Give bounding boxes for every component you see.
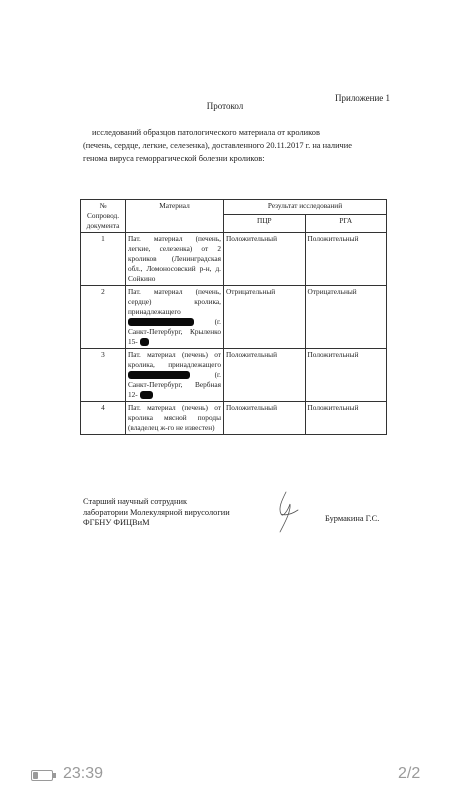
material-text: Пат. материал (печень) от кролика, принадлежащего: [128, 350, 221, 369]
table-header-row: [81, 200, 387, 215]
row-material: [126, 402, 224, 435]
signatory-name: Бурмакина Г.С.: [325, 514, 380, 523]
signatory-line: ФГБНУ ФИЦВиМ: [83, 518, 150, 527]
battery-tip: [53, 773, 56, 778]
battery-level: [33, 772, 38, 779]
signatory-line: лаборатории Молекулярной вирусологии: [83, 507, 230, 517]
material-text: Пат. материал (печень, легкие, селезенка) от 2 кроликов (Ленинградская обл., Ломоносовский р-н, д. Сойкино: [128, 234, 221, 283]
row-number: 2: [81, 286, 126, 349]
material-text: Пат. материал (печень) от кролика мясной породы (владелец ж-го не известен): [128, 403, 221, 432]
intro-line: исследований образцов патологического материала от кроликов: [92, 128, 320, 137]
row-pcr: Положительный: [224, 402, 306, 435]
row-rga: Положительный: [305, 349, 387, 402]
table-row: [81, 402, 387, 435]
row-pcr: Положительный: [224, 233, 306, 286]
header-material: Материал: [126, 200, 224, 233]
header-rga: РГА: [305, 215, 387, 233]
row-material: [126, 233, 224, 286]
table-row: [81, 286, 387, 349]
intro-paragraph: [83, 126, 385, 165]
signatory-position: [83, 497, 230, 529]
appendix-label: Приложение 1: [335, 93, 391, 103]
redaction-mark: [128, 371, 190, 379]
table-row: [81, 233, 387, 286]
redaction-mark: [128, 318, 194, 326]
row-rga: Отрицательный: [305, 286, 387, 349]
handwritten-signature: [272, 490, 302, 534]
material-address: (г. Санкт-Петербург, Крыленко 15-: [128, 317, 221, 346]
document-title: Протокол: [206, 101, 244, 111]
header-number: № Сопровод. документа: [81, 200, 126, 233]
material-text: Пат. материал (печень, сердце) кролика, принадлежащего: [128, 287, 221, 316]
row-material: [126, 286, 224, 349]
row-number: 1: [81, 233, 126, 286]
signatory-line: Старший научный сотрудник: [83, 497, 188, 506]
row-rga: Положительный: [305, 402, 387, 435]
row-number: 3: [81, 349, 126, 402]
redaction-mark: [140, 391, 153, 399]
table-row: [81, 349, 387, 402]
results-table: [80, 199, 387, 435]
page-indicator: 2/2: [398, 765, 421, 782]
battery-icon: [31, 770, 53, 781]
row-pcr: Положительный: [224, 349, 306, 402]
intro-line: (печень, сердце, легкие, селезенка), доставленного 20.11.2017 г. на наличие: [83, 141, 352, 150]
row-rga: Положительный: [305, 233, 387, 286]
row-pcr: Отрицательный: [224, 286, 306, 349]
redaction-mark: [140, 338, 149, 346]
header-result: Результат исследований: [224, 200, 387, 215]
row-material: [126, 349, 224, 402]
material-address: (г. Санкт-Петербург, Вербная 12-: [128, 370, 221, 399]
row-number: 4: [81, 402, 126, 435]
intro-line: генома вируса геморрагической болезни кроликов:: [83, 154, 265, 163]
header-pcr: ПЦР: [224, 215, 306, 233]
status-time: 23:39: [63, 765, 104, 782]
